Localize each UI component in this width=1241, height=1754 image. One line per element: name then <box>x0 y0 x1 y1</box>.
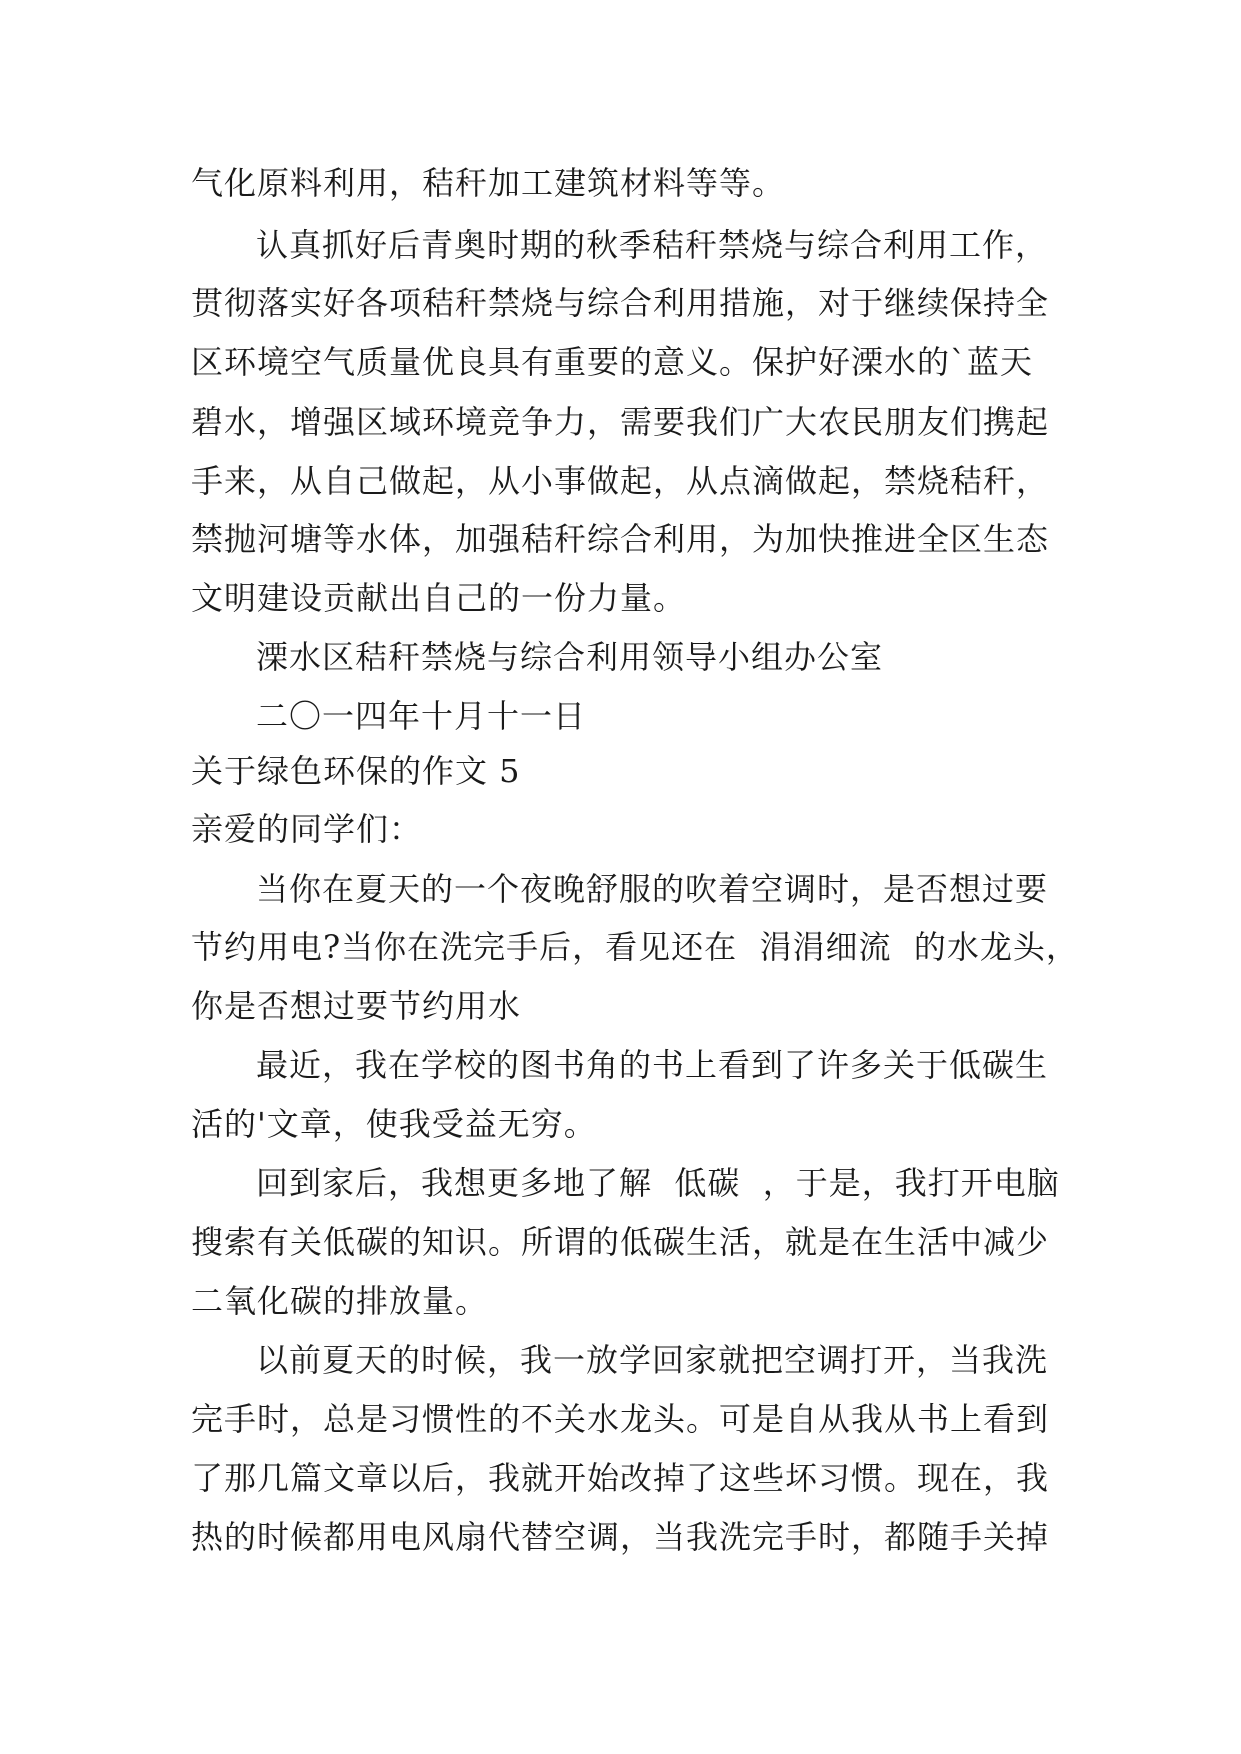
text-line: 回到家后，我想更多地了解 低碳 ，于是，我打开电脑 <box>256 1164 1060 1202</box>
section-heading: 关于绿色环保的作文 5 <box>191 752 521 790</box>
text-line: 文明建设贡献出自己的一份力量。 <box>191 579 687 617</box>
text-line: 最近，我在学校的图书角的书上看到了许多关于低碳生 <box>256 1046 1049 1084</box>
text-line: 热的时候都用电风扇代替空调，当我洗完手时，都随手关掉 <box>191 1518 1050 1556</box>
text-line: 气化原料利用，秸秆加工建筑材料等等。 <box>191 164 786 202</box>
text-line: 手来，从自己做起，从小事做起，从点滴做起，禁烧秸秆， <box>191 462 1050 500</box>
text-line: 当你在夏天的一个夜晚舒服的吹着空调时，是否想过要 <box>256 870 1049 908</box>
text-line: 完手时，总是习惯性的不关水龙头。可是自从我从书上看到 <box>191 1400 1050 1438</box>
text-line: 了那几篇文章以后，我就开始改掉了这些坏习惯。现在，我 <box>191 1459 1050 1497</box>
text-line: 你是否想过要节约用水 <box>191 987 522 1025</box>
salutation: 亲爱的同学们： <box>191 810 423 848</box>
text-line: 碧水，增强区域环境竞争力，需要我们广大农民朋友们携起 <box>191 403 1050 441</box>
text-line: 节约用电?当你在洗完手后，看见还在 涓涓细流 的水龙头， <box>191 928 1079 966</box>
text-line: 贯彻落实好各项秸秆禁烧与综合利用措施，对于继续保持全 <box>191 284 1050 322</box>
text-line: 禁抛河塘等水体，加强秸秆综合利用，为加快推进全区生态 <box>191 520 1050 558</box>
signature-date: 二〇一四年十月十一日 <box>256 697 587 735</box>
text-line: 以前夏天的时候，我一放学回家就把空调打开，当我洗 <box>256 1341 1049 1379</box>
text-line: 活的'文章，使我受益无穷。 <box>191 1105 597 1143</box>
signature-organization: 溧水区秸秆禁烧与综合利用领导小组办公室 <box>256 638 884 676</box>
text-line: 二氧化碳的排放量。 <box>191 1282 489 1320</box>
text-line: 搜索有关低碳的知识。所谓的低碳生活，就是在生活中减少 <box>191 1223 1050 1261</box>
text-line: 区环境空气质量优良具有重要的意义。保护好溧水的`蓝天 <box>191 343 1034 381</box>
text-line: 认真抓好后青奥时期的秋季秸秆禁烧与综合利用工作， <box>256 226 1049 264</box>
